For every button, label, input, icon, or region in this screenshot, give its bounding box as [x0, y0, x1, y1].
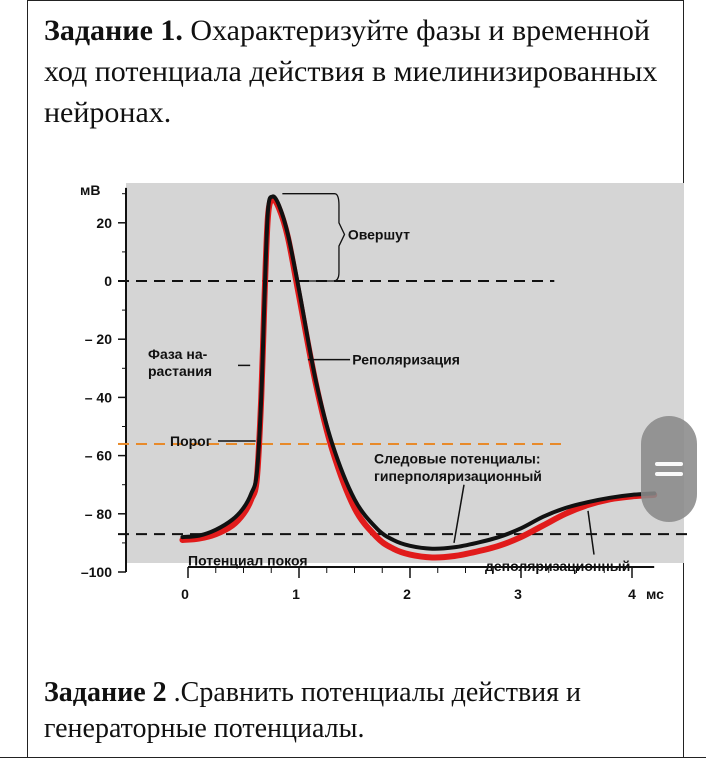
- task-1-text: [44, 10, 674, 133]
- trace-potentials-label-line1: Следовые потенциалы:: [374, 450, 541, 467]
- y-tick-label: – 60: [84, 447, 112, 464]
- y-axis-unit-label: мВ: [80, 182, 101, 198]
- repolarization-label: Реполяризация: [352, 351, 460, 368]
- x-tick-label: 0: [181, 586, 189, 602]
- task-1-label: Задание 1.: [44, 14, 183, 47]
- rising-phase-label-line2: растания: [148, 363, 212, 380]
- y-tick-label: – 40: [84, 389, 112, 406]
- drag-handle-bar-top: [655, 462, 683, 466]
- x-tick-label: 3: [514, 586, 522, 602]
- depolarizing-label: деполяризационный: [485, 558, 631, 575]
- task-2-label: Задание 2: [44, 677, 167, 708]
- y-tick-label: 20: [96, 214, 112, 231]
- trace-potentials-label-line2: гиперполяризационный: [374, 467, 542, 484]
- y-tick-label: 0: [104, 273, 112, 289]
- resting-potential-label: Потенциал покоя: [188, 552, 308, 569]
- drag-handle-bar-bottom: [655, 472, 683, 476]
- x-tick-label: 1: [292, 586, 300, 602]
- drag-handle-icon[interactable]: [641, 416, 697, 522]
- y-tick-label: – 20: [84, 331, 112, 348]
- y-tick-label: –100: [80, 564, 112, 580]
- x-axis-unit-label: мс: [646, 586, 664, 602]
- x-tick-label: 4: [628, 586, 636, 602]
- task-1-body: Охарактеризуйте фазы и временной ход потенциала действия в миелинизированных нейронах.: [44, 14, 658, 129]
- overshoot-label: Овершут: [347, 226, 410, 243]
- x-tick-label: 2: [403, 586, 411, 602]
- rising-phase-label-line1: Фаза на-: [148, 345, 208, 362]
- threshold-label: Порог: [170, 433, 212, 450]
- frame-left-border: [27, 0, 28, 758]
- action-potential-chart: [60, 175, 690, 615]
- task-2-body: .Сравнить потенциалы действия и генераторные потенциалы.: [44, 677, 582, 744]
- y-tick-label: – 80: [84, 505, 112, 522]
- task-2-text: [44, 675, 684, 747]
- frame-bottom-border: [0, 757, 706, 758]
- frame-top-border: [27, 0, 684, 1]
